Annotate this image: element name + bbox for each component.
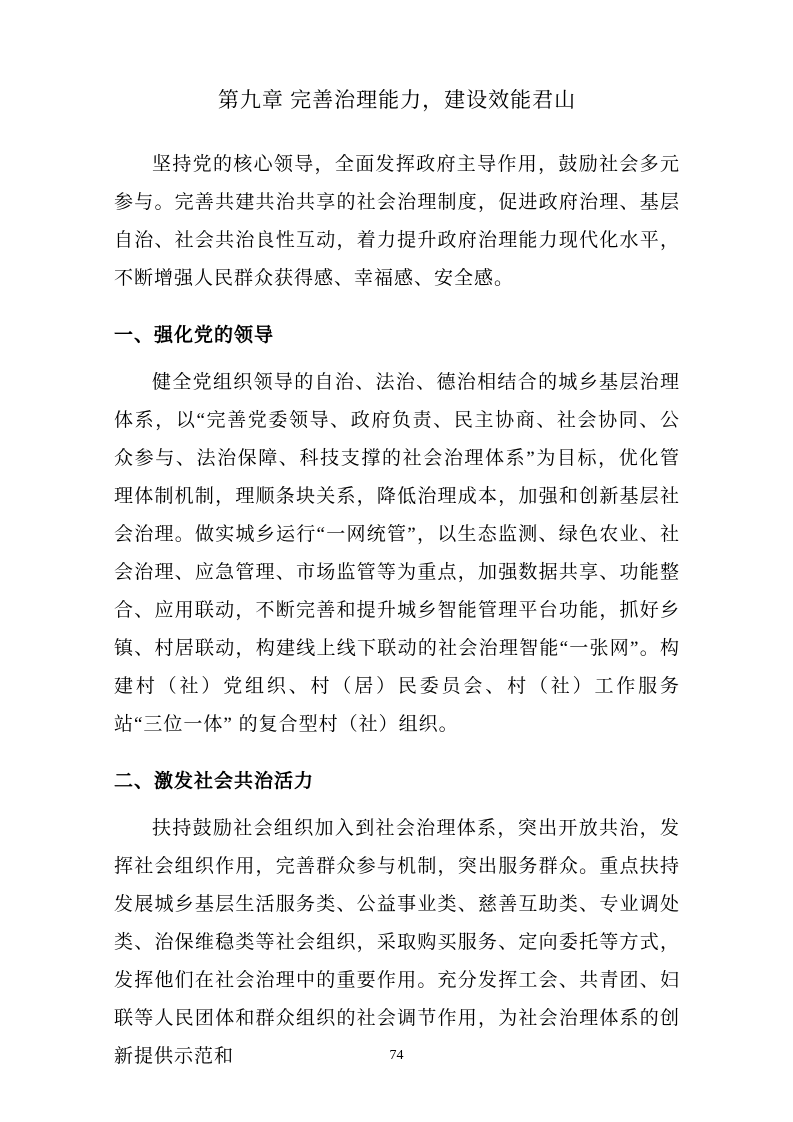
- page-content: [114, 84, 680, 1076]
- section-body-1: 健全党组织领导的自治、法治、德治相结合的城乡基层治理体系，以“完善党委领导、政府负责、民主协商、社会协同、公众参与、法治保障、科技支撑的社会治理体系”为目标，优化管理体制机制，理顺条块关系，降低治理成本，加强和创新基层社会治理。做实城乡运行“一网统管”，以生态监测、绿色农业、社会治理、应急管理、市场监管等为重点，加强数据共享、功能整合、应用联动，不断完善和提升城乡智能管理平台功能，抓好乡镇、村居联动，构建线上线下联动的社会治理智能“一张网”。构建村（社）党组织、村（居）民委员会、村（社）工作服务站“三位一体” 的复合型村（社）组织。: [114, 372, 680, 735]
- section-heading-2: 二、激发社会共治活力: [114, 771, 315, 792]
- section-body-2: 扶持鼓励社会组织加入到社会治理体系，突出开放共治，发挥社会组织作用，完善群众参与机制，突出服务群众。重点扶持发展城乡基层生活服务类、公益事业类、慈善互助类、专业调处类、治保维稳类等社会组织，采取购买服务、定向委托等方式，发挥他们在社会治理中的重要作用。充分发挥工会、共青团、妇联等人民团体和群众组织的社会调节作用，为社会治理体系的创新提供示范和: [114, 818, 680, 1067]
- section-heading-1: 一、强化党的领导: [114, 325, 275, 346]
- chapter-title: 第九章 完善治理能力，建设效能君山: [217, 88, 577, 112]
- intro-paragraph: 坚持党的核心领导，全面发挥政府主导作用，鼓励社会多元参与。完善共建共治共享的社会治理制度，促进政府治理、基层自治、社会共治良性互动，着力提升政府治理能力现代化水平，不断增强人民群众获得感、幸福感、安全感。: [114, 154, 680, 289]
- page-number: 74: [389, 1048, 404, 1063]
